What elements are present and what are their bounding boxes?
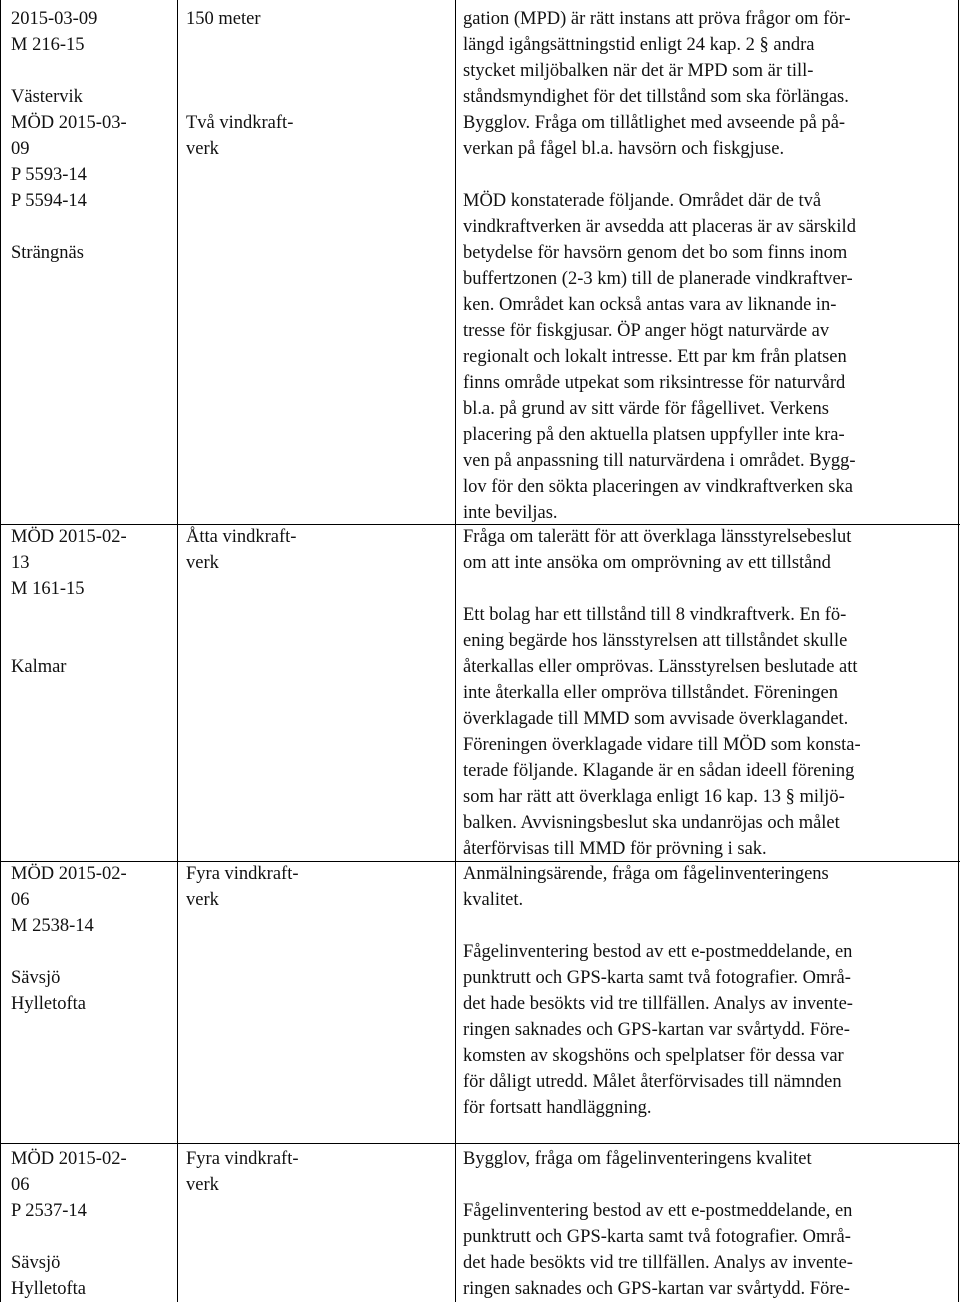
text-line: ståndsmyndighet för det tillstånd som ska förlängas.	[463, 87, 849, 107]
text-line: komsten av skogshöns och spelplatser för dessa var	[463, 1046, 844, 1066]
text-line: stycket miljöbalken när det är MPD som är till-	[463, 61, 814, 81]
text-line: Västervik	[11, 87, 83, 107]
blank-line	[463, 1172, 953, 1198]
blank-line	[186, 32, 451, 58]
text-line: Hylletofta	[11, 1279, 87, 1299]
text-line: Kalmar	[11, 657, 67, 677]
column-divider-2	[455, 0, 456, 1302]
text-line: MÖD konstaterade följande. Området där de två	[463, 191, 822, 211]
text-line: Sävsjö	[11, 968, 61, 988]
text-line: regionalt och lokalt intresse. Ett par km från platsen	[463, 347, 847, 367]
text-line: inte återkalla eller ompröva tillståndet. Föreningen	[463, 683, 839, 703]
row-divider-3	[0, 1143, 960, 1144]
text-line: 06	[11, 890, 30, 910]
blank-line	[11, 628, 171, 654]
text-line: betydelse för havsörn genom det bo som finns inom	[463, 243, 848, 263]
text-line: Fågelinventering bestod av ett e-postmeddelande, en	[463, 1201, 853, 1221]
text-line: verk	[186, 139, 219, 159]
text-line: P 2537-14	[11, 1201, 87, 1221]
text-line: återkallas eller omprövas. Länsstyrelsen beslutade att	[463, 657, 858, 677]
row1-project-cell	[186, 6, 451, 162]
text-line: det hade besökts vid tre tillfällen. Analys av invente-	[463, 1253, 853, 1273]
text-line: balken. Avvisningsbeslut ska undanröjas och målet	[463, 813, 840, 833]
row3-project-cell	[186, 861, 451, 913]
text-line: om att inte ansöka om omprövning av ett tillstånd	[463, 553, 831, 573]
blank-line	[463, 162, 953, 188]
row4-summary-cell	[463, 1146, 953, 1302]
text-line: 150 meter	[186, 9, 261, 29]
text-line: P 5593-14	[11, 165, 87, 185]
row4-project-cell	[186, 1146, 451, 1198]
text-line: Hylletofta	[11, 994, 87, 1014]
row1-summary-cell	[463, 6, 953, 526]
blank-line	[463, 576, 953, 602]
text-line: ken. Området kan också antas vara av liknande in-	[463, 295, 837, 315]
text-line: lov för den sökta placeringen av vindkraftverken ska	[463, 477, 853, 497]
text-line: som har rätt att överklaga enligt 16 kap. 13 § miljö-	[463, 787, 845, 807]
text-line: Fyra vindkraft-	[186, 864, 299, 884]
text-line: Föreningen överklagade vidare till MÖD som konsta-	[463, 735, 861, 755]
text-line: MÖD 2015-02-	[11, 864, 127, 884]
row1-case-cell	[11, 6, 171, 266]
blank-line	[11, 1224, 171, 1250]
text-line: punktrutt och GPS-karta samt två fotografier. Områ-	[463, 1227, 851, 1247]
text-line: gation (MPD) är rätt instans att pröva frågor om för-	[463, 9, 851, 29]
text-line: Åtta vindkraft-	[186, 527, 297, 547]
row2-case-cell	[11, 524, 171, 680]
text-line: M 161-15	[11, 579, 85, 599]
text-line: Bygglov, fråga om fågelinventeringens kvalitet	[463, 1149, 812, 1169]
table-border-right	[958, 0, 959, 1302]
text-line: 13	[11, 553, 30, 573]
blank-line	[11, 939, 171, 965]
text-line: överklagade till MMD som avvisade överklagandet.	[463, 709, 849, 729]
text-line: Bygglov. Fråga om tillåtlighet med avseende på på-	[463, 113, 846, 133]
row3-summary-cell	[463, 861, 953, 1121]
text-line: Strängnäs	[11, 243, 84, 263]
text-line: Anmälningsärende, fråga om fågelinventeringens	[463, 864, 829, 884]
blank-line	[186, 58, 451, 84]
blank-line	[11, 58, 171, 84]
text-line: vindkraftverken är avsedda att placeras är av särskild	[463, 217, 856, 237]
blank-line	[11, 602, 171, 628]
text-line: 09	[11, 139, 30, 159]
text-line: tresse för fiskgjusar. ÖP anger högt naturvärde av	[463, 321, 830, 341]
text-line: placering på den aktuella platsen uppfyller inte kra-	[463, 425, 845, 445]
text-line: Fyra vindkraft-	[186, 1149, 299, 1169]
text-line: 06	[11, 1175, 30, 1195]
text-line: för fortsatt handläggning.	[463, 1098, 652, 1118]
text-line: Två vindkraft-	[186, 113, 294, 133]
text-line: MÖD 2015-03-	[11, 113, 127, 133]
row2-summary-cell	[463, 524, 953, 862]
text-line: ringen saknades och GPS-kartan var svårtydd. Före-	[463, 1279, 850, 1299]
text-line: det hade besökts vid tre tillfällen. Analys av invente-	[463, 994, 853, 1014]
text-line: punktrutt och GPS-karta samt två fotografier. Områ-	[463, 968, 851, 988]
text-line: buffertzonen (2-3 km) till de planerade vindkraftver-	[463, 269, 853, 289]
text-line: verk	[186, 1175, 219, 1195]
text-line: verk	[186, 890, 219, 910]
text-line: för dåligt utredd. Målet återförvisades till nämnden	[463, 1072, 842, 1092]
text-line: M 2538-14	[11, 916, 94, 936]
text-line: MÖD 2015-02-	[11, 527, 127, 547]
text-line: Fråga om talerätt för att överklaga länsstyrelsebeslut	[463, 527, 852, 547]
text-line: verkan på fågel bl.a. havsörn och fiskgjuse.	[463, 139, 785, 159]
text-line: verk	[186, 553, 219, 573]
text-line: Fågelinventering bestod av ett e-postmeddelande, en	[463, 942, 853, 962]
text-line: ening begärde hos länsstyrelsen att tillståndet skulle	[463, 631, 848, 651]
text-line: bl.a. på grund av sitt värde för fågellivet. Verkens	[463, 399, 829, 419]
text-line: 2015-03-09	[11, 9, 98, 29]
text-line: ven på anpassning till naturvärdena i området. Bygg-	[463, 451, 856, 471]
text-line: MÖD 2015-02-	[11, 1149, 127, 1169]
text-line: finns område utpekat som riksintresse för naturvård	[463, 373, 846, 393]
row2-project-cell	[186, 524, 451, 576]
text-line: återförvisas till MMD för prövning i sak.	[463, 839, 767, 859]
row4-case-cell	[11, 1146, 171, 1302]
text-line: terade följande. Klagande är en sådan ideell förening	[463, 761, 855, 781]
text-line: M 216-15	[11, 35, 85, 55]
table-border-left	[0, 0, 1, 1302]
text-line: Ett bolag har ett tillstånd till 8 vindkraftverk. En fö-	[463, 605, 847, 625]
text-line: Sävsjö	[11, 1253, 61, 1273]
blank-line	[463, 913, 953, 939]
text-line: inte beviljas.	[463, 503, 558, 523]
blank-line	[11, 214, 171, 240]
text-line: ringen saknades och GPS-kartan var svårtydd. Före-	[463, 1020, 850, 1040]
text-line: kvalitet.	[463, 890, 524, 910]
row3-case-cell	[11, 861, 171, 1017]
column-divider-1	[177, 0, 178, 1302]
text-line: längd igångsättningstid enligt 24 kap. 2 § andra	[463, 35, 815, 55]
text-line: P 5594-14	[11, 191, 87, 211]
blank-line	[186, 84, 451, 110]
